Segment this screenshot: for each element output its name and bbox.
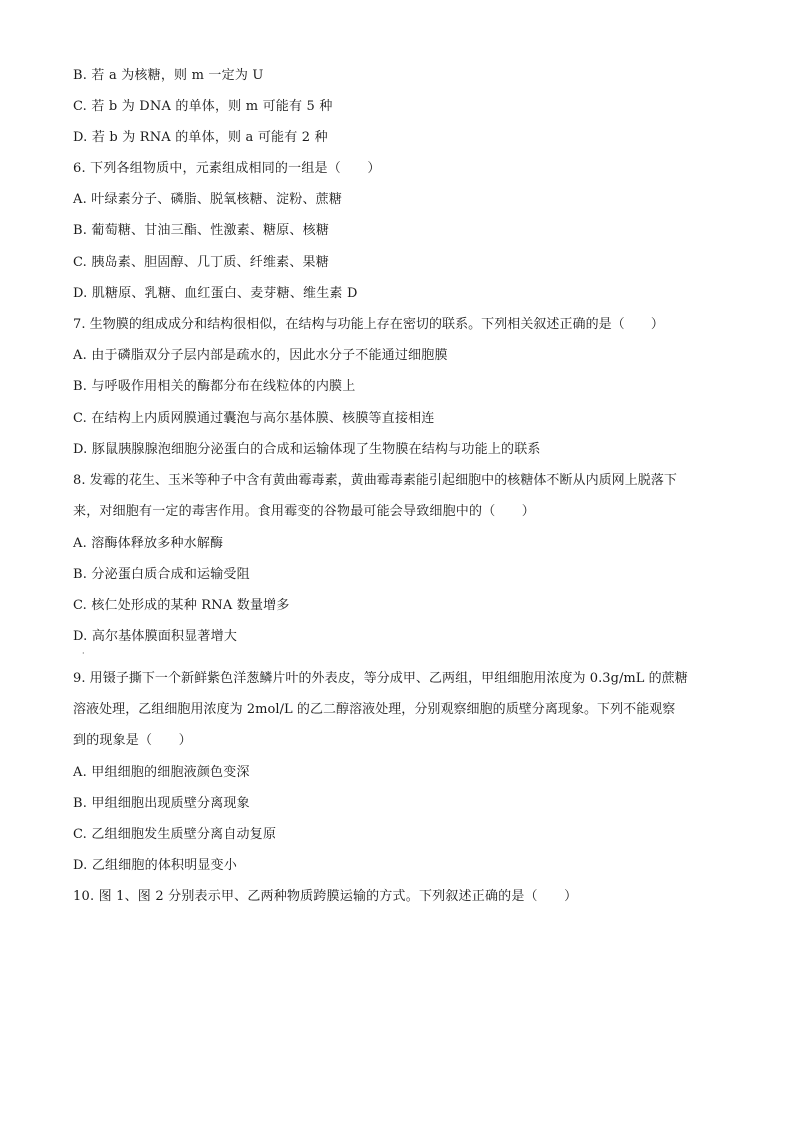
q7-option-b: B. 与呼吸作用相关的酶都分布在线粒体的内膜上 [73, 379, 356, 394]
q7-option-a: A. 由于磷脂双分子层内部是疏水的，因此水分子不能通过细胞膜 [73, 348, 448, 363]
q6-option-b: B. 葡萄糖、甘油三酯、性激素、糖原、核糖 [73, 223, 330, 238]
q6-option-d: D. 肌糖原、乳糖、血红蛋白、麦芽糖、维生素 D [73, 286, 358, 301]
q10-stem: 10. 图 1、图 2 分别表示甲、乙两种物质跨膜运输的方式。下列叙述正确的是（ ） [73, 889, 578, 904]
q8-option-c: C. 核仁处形成的某种 RNA 数量增多 [73, 598, 290, 613]
q7-option-c: C. 在结构上内质网膜通过囊泡与高尔基体膜、核膜等直接相连 [73, 411, 435, 426]
q6-option-a: A. 叶绿素分子、磷脂、脱氧核糖、淀粉、蔗糖 [73, 192, 343, 207]
q9-option-d: D. 乙组细胞的体积明显变小 [73, 858, 238, 873]
q9-stem-line-3: 到的现象是（ ） [73, 733, 192, 748]
q9-stem-line-2: 溶液处理，乙组细胞用浓度为 2mol/L 的乙二醇溶液处理，分别观察细胞的质壁分离现象。下列不能观察 [73, 702, 676, 717]
q8-option-d: D. 高尔基体膜面积显著增大 [73, 629, 238, 644]
q5-option-d: D. 若 b 为 RNA 的单体，则 a 可能有 2 种 [73, 130, 328, 145]
q6-stem: 6. 下列各组物质中，元素组成相同的一组是（ ） [73, 161, 381, 176]
q8-option-b: B. 分泌蛋白质合成和运输受阻 [73, 567, 250, 582]
stray-dot-mark: · [82, 649, 85, 658]
q5-option-b: B. 若 a 为核糖，则 m 一定为 U [73, 68, 264, 83]
q8-stem-line-2: 来，对细胞有一定的毒害作用。食用霉变的谷物最可能会导致细胞中的（ ） [73, 504, 536, 519]
q9-option-a: A. 甲组细胞的细胞液颜色变深 [73, 765, 250, 780]
q9-option-c: C. 乙组细胞发生质壁分离自动复原 [73, 827, 277, 842]
q5-option-c: C. 若 b 为 DNA 的单体，则 m 可能有 5 种 [73, 99, 333, 114]
q6-option-c: C. 胰岛素、胆固醇、几丁质、纤维素、果糖 [73, 255, 329, 270]
q9-option-b: B. 甲组细胞出现质壁分离现象 [73, 796, 250, 811]
q9-stem-line-1: 9. 用镊子撕下一个新鲜紫色洋葱鳞片叶的外表皮，等分成甲、乙两组，甲组细胞用浓度为 0.3g/mL 的蔗糖 [73, 671, 688, 686]
q8-option-a: A. 溶酶体释放多种水解酶 [73, 536, 224, 551]
q7-stem: 7. 生物膜的组成成分和结构很相似，在结构与功能上存在密切的联系。下列相关叙述正确的是（ ） [73, 317, 664, 332]
q8-stem-line-1: 8. 发霉的花生、玉米等种子中含有黄曲霉毒素，黄曲霉毒素能引起细胞中的核糖体不断从内质网上脱落下 [73, 473, 677, 488]
q7-option-d: D. 豚鼠胰腺腺泡细胞分泌蛋白的合成和运输体现了生物膜在结构与功能上的联系 [73, 442, 541, 457]
